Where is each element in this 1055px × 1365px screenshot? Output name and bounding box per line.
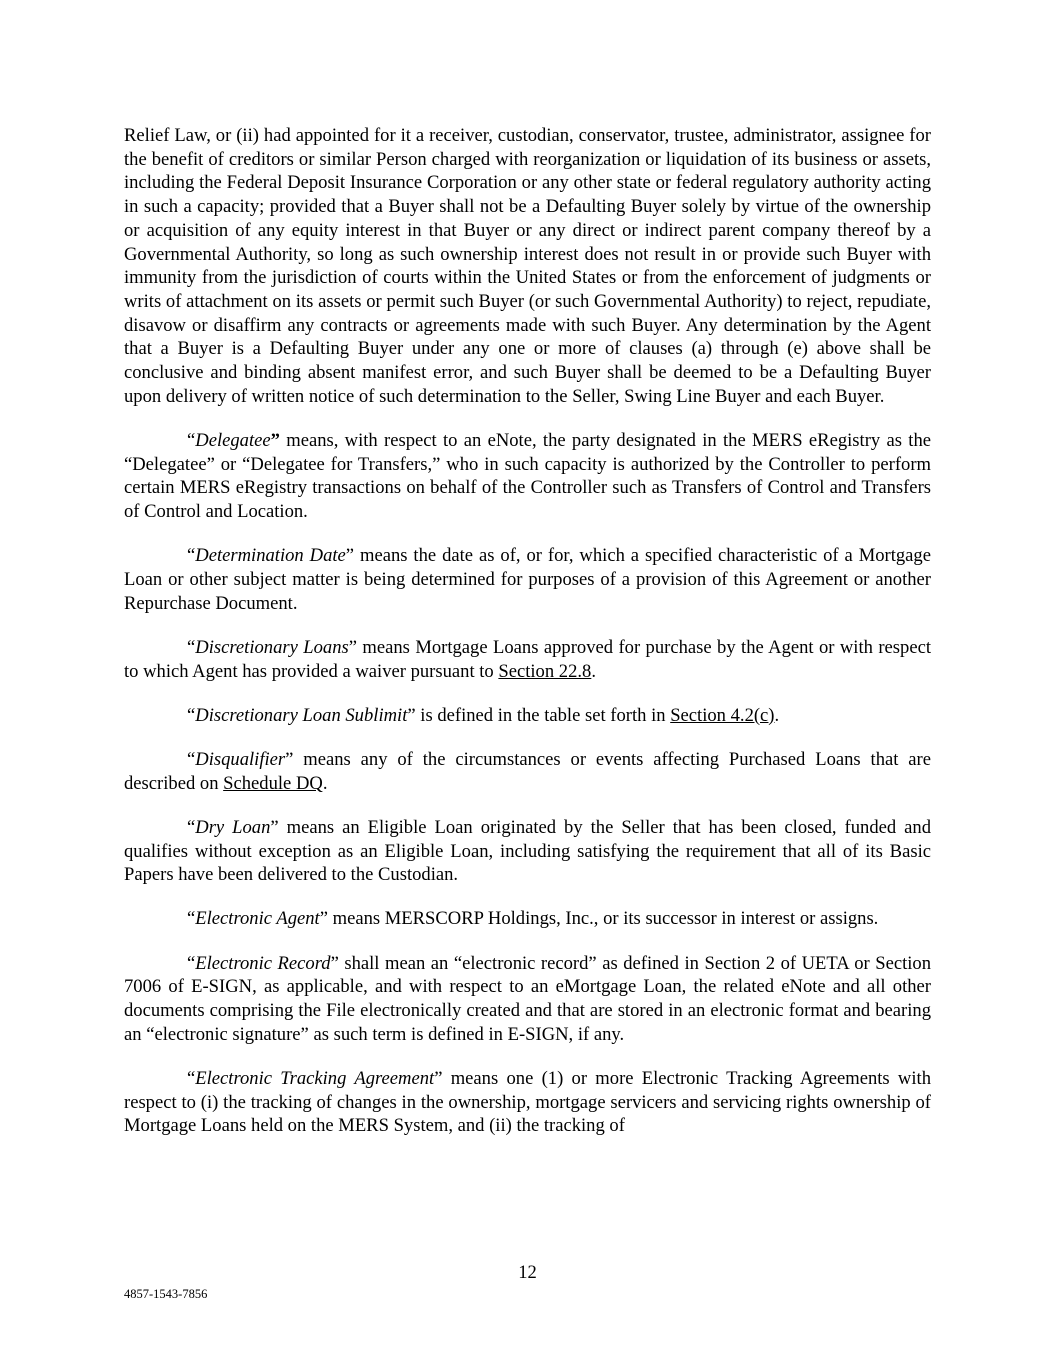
text-segment: ” is defined in the table set forth in (407, 704, 671, 726)
cross-reference: Section 22.8 (498, 660, 592, 682)
text-segment: ” means one (1) or more Electronic Tracking Agreements with respect to (i) the tracking of changes in the ownership, mortgage servicers and servicing rights ownership of Mortgage Loans held on the MERS System, and (ii) the tracking of (124, 1068, 931, 1137)
text-segment: “ (187, 908, 196, 930)
cross-reference: Section 4.2(c) (670, 704, 775, 726)
text-segment: “ (187, 816, 196, 838)
text-segment: ” (270, 429, 280, 451)
page-number: 12 (518, 1262, 537, 1283)
defined-term: Dry Loan (195, 816, 271, 838)
defined-term: Discretionary Loan Sublimit (195, 704, 408, 726)
defined-term: Discretionary Loans (195, 636, 349, 658)
definition-paragraph (124, 907, 931, 931)
document-body (124, 124, 931, 1159)
text-segment: “ (187, 429, 196, 451)
definition-paragraph (124, 748, 931, 795)
definition-paragraph (124, 816, 931, 887)
defined-term: Determination Date (195, 545, 346, 567)
defined-term: Disqualifier (195, 748, 286, 770)
text-segment: ” shall mean an “electronic record” as defined in Section 2 of UETA or Section 7006 of E-SIGN, as applicable, and with respect to an eMortgage Loan, the related eNote and all other documents comprising the File electronically created and that are stored in an electronic format and bearing an “electronic signature” as such term is defined in E-SIGN, if any. (124, 952, 931, 1045)
text-segment: . (322, 772, 328, 794)
text-segment: Relief Law, or (ii) had appointed for it a receiver, custodian, conservator, trustee, administrator, assignee for the benefit of creditors or similar Person charged with reorganization or liquidation of its business or assets, including the Federal Deposit Insurance Corporation or any other state or federal regulatory authority acting in such a capacity; provided that a Buyer shall not be a Defaulting Buyer solely by virtue of the ownership or acquisition of any equity interest in that Buyer or any direct or indirect parent company thereof by a Governmental Authority, so long as such ownership interest does not result in or provide such Buyer with immunity from the jurisdiction of courts within the United States or from the enforcement of judgments or writs of attachment on its assets or permit such Buyer (or such Governmental Authority) to reject, repudiate, disavow or disaffirm any contracts or agreements made with such Buyer. Any determination by the Agent that a Buyer is a Defaulting Buyer under any one or more of clauses (a) through (e) above shall be conclusive and binding absent manifest error, and such Buyer shall be deemed to be a Defaulting Buyer upon delivery of written notice of such determination to the Seller, Swing Line Buyer and each Buyer. (124, 125, 931, 407)
text-segment: ” means an Eligible Loan originated by the Seller that has been closed, funded and qualifies without exception as an Eligible Loan, including satisfying the requirement that all of its Basic Papers have been delivered to the Custodian. (124, 816, 931, 886)
text-segment: means, with respect to an eNote, the party designated in the MERS eRegistry as the “Delegatee” or “Delegatee for Transfers,” who in such capacity is authorized by the Controller to perform certain MERS eRegistry transactions on behalf of the Controller such as Transfers of Control and Transfers of Control and Location. (124, 429, 931, 523)
text-segment: “ (187, 704, 196, 726)
text-segment: “ (187, 748, 196, 770)
document-id: 4857-1543-7856 (124, 1287, 208, 1301)
text-segment: ” means MERSCORP Holdings, Inc., or its successor in interest or assigns. (319, 908, 879, 930)
definition-paragraph (124, 636, 931, 683)
definition-paragraph (124, 544, 931, 615)
text-segment: ” means the date as of, or for, which a specified characteristic of a Mortgage Loan or other subject matter is being determined for purposes of a provision of this Agreement or another Repurchase Document. (124, 545, 931, 614)
text-segment: . (591, 660, 596, 682)
paragraph-continuation (124, 124, 931, 408)
text-segment: “ (187, 1068, 196, 1089)
defined-term: Electronic Record (195, 952, 331, 974)
text-segment: ” means Mortgage Loans approved for purchase by the Agent or with respect to which Agent has provided a waiver pursuant to (124, 636, 931, 682)
text-segment: ” means any of the circumstances or events affecting Purchased Loans that are described on (124, 748, 931, 794)
definition-paragraph (124, 1067, 931, 1138)
text-segment: . (774, 704, 780, 726)
defined-term: Delegatee (195, 429, 271, 451)
text-segment: “ (187, 545, 196, 567)
text-segment: “ (187, 952, 196, 974)
definition-paragraph (124, 704, 931, 728)
defined-term: Electronic Tracking Agreement (195, 1068, 435, 1089)
definition-paragraph (124, 952, 931, 1047)
defined-term: Electronic Agent (195, 908, 320, 930)
definition-paragraph (124, 429, 931, 524)
cross-reference: Schedule DQ (223, 772, 323, 794)
text-segment: “ (187, 636, 196, 658)
